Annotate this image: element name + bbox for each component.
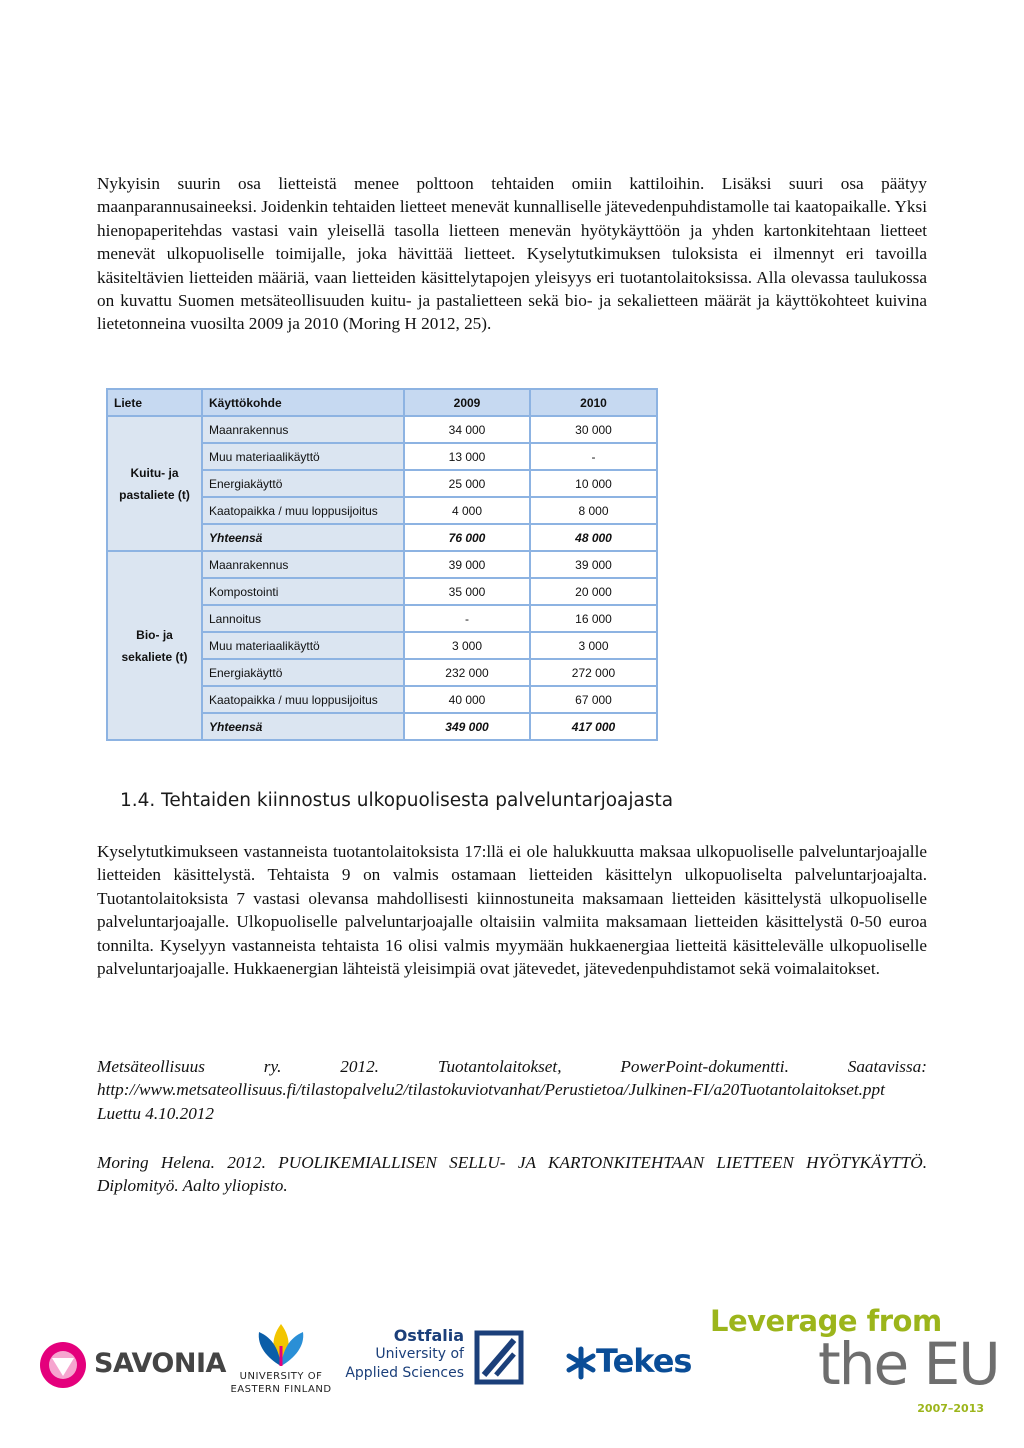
tekes-star-icon: [566, 1346, 596, 1380]
value-2009: 4 000: [404, 497, 530, 524]
use-cell: Muu materiaalikäyttö: [202, 632, 404, 659]
use-cell: Energiakäyttö: [202, 470, 404, 497]
value-2010: 39 000: [530, 551, 657, 578]
total-2010: 417 000: [530, 713, 657, 740]
uef-flower-icon: [251, 1318, 311, 1368]
leverage-text-line2: the EU: [818, 1330, 999, 1398]
use-cell: Kaatopaikka / muu loppusijoitus: [202, 686, 404, 713]
table-row: [107, 551, 657, 578]
header-liete: Liete: [107, 389, 202, 416]
value-2009: 25 000: [404, 470, 530, 497]
leverage-years: 2007–2013: [917, 1402, 984, 1415]
ostfalia-emblem-icon: [474, 1330, 524, 1385]
section-heading: 1.4. Tehtaiden kiinnostus ulkopuolisesta palveluntarjoajasta: [120, 790, 674, 811]
value-2010: 3 000: [530, 632, 657, 659]
value-2009: 34 000: [404, 416, 530, 443]
ostfalia-text-line2: University of: [375, 1346, 464, 1362]
value-2009: 39 000: [404, 551, 530, 578]
value-2010: 10 000: [530, 470, 657, 497]
use-cell: Kaatopaikka / muu loppusijoitus: [202, 497, 404, 524]
value-2009: 3 000: [404, 632, 530, 659]
use-cell: Kompostointi: [202, 578, 404, 605]
use-cell: Maanrakennus: [202, 416, 404, 443]
reference-metsateollisuus: Metsäteollisuus ry. 2012. Tuotantolaitokset, PowerPoint-dokumentti. Saatavissa: http://www.metsateollisuus.fi/tilastopalvelu2/tilastokuviotvanhat/Perustietoa/Julkinen-FI/a20Tuotantolaitokset.ppt Luettu 4.10.2012: [97, 1057, 927, 1123]
header-kayttokohde: Käyttökohde: [202, 389, 404, 416]
savonia-emblem-icon: [38, 1340, 88, 1390]
survey-paragraph: Kyselytutkimukseen vastanneista tuotantolaitoksista 17:llä ei ole halukkuutta maksaa ulkopuoliselle palveluntarjoajalle lietteiden käsittelystä. Tehtaista 9 on valmis ostamaan lietteiden käsittelyn ulkopuoliselta palveluntarjoajalta. Tuotantolaitoksista 7 vastasi olevansa mahdollisesti kiinnostuneita maksamaan lietteiden käsittelystä ulkopuoliselle palveluntarjoajalle. Ulkopuoliselle palveluntarjoajalle oltaisiin valmiita maksamaan lietteiden käsittelystä 0-50 euroa tonnilta. Kyselyyn vastanneista tehtaista 16 olisi valmis myymään hukkaenergiaa lietteitä käsittelevälle ulkopuoliselle palveluntarjoajalle. Hukkaenergian lähteistä yleisimpiä ovat jätevedet, jätevedenpuhdistamot sekä voimalaitokset.: [97, 842, 927, 979]
value-2009: 40 000: [404, 686, 530, 713]
use-cell: Muu materiaalikäyttö: [202, 443, 404, 470]
header-2009: 2009: [404, 389, 530, 416]
leverage-eu-logo: [708, 1304, 998, 1434]
intro-paragraph: Nykyisin suurin osa lietteistä menee polttoon tehtaiden omiin kattiloihin. Lisäksi suuri osa päätyy maanparannusaineeksi. Joidenkin tehtaiden lietteet menevät kunnalliselle jätevedenpuhdistamolle tai kaatopaikalle. Yksi hienopaperitehdas vastasi vain yleisellä tasolla lietteen menevän hyötykäyttöön ja yhden kartonkitehtaan lietteet menevät ulkopuoliselle toimijalle, joka hävittää lietteet. Kyselytutkimuksen tuloksista ei ilmennyt eri tavoilla käsiteltävien lietteiden määriä, vaan lietteiden käsittelytapojen yleisyys eri tuotantolaitoksissa. Alla olevassa taulukossa on kuvattu Suomen metsäteollisuuden kuitu- ja pastalietteen sekä bio- ja sekalietteen määrät ja käyttökohteet kuivina lietetonneina vuosilta 2009 ja 2010 (Moring H 2012, 25).: [97, 174, 927, 334]
use-cell: Energiakäyttö: [202, 659, 404, 686]
value-2009: 35 000: [404, 578, 530, 605]
leverage-text-line1: Leverage from: [710, 1304, 942, 1338]
value-2010: 30 000: [530, 416, 657, 443]
use-cell: Lannoitus: [202, 605, 404, 632]
use-cell: Maanrakennus: [202, 551, 404, 578]
value-2009: -: [404, 605, 530, 632]
value-2010: 20 000: [530, 578, 657, 605]
value-2010: 67 000: [530, 686, 657, 713]
group-label-bio: Bio- ja sekaliete (t): [107, 551, 202, 740]
uef-text-line1: UNIVERSITY OF: [239, 1371, 323, 1382]
value-2009: 232 000: [404, 659, 530, 686]
total-label: Yhteensä: [202, 524, 404, 551]
value-2010: 16 000: [530, 605, 657, 632]
footer-logos: [0, 1290, 1024, 1440]
uef-text-line2: EASTERN FINLAND: [230, 1384, 332, 1395]
tekes-wordmark: Tekes: [596, 1342, 692, 1380]
tekes-logo: [566, 1338, 706, 1388]
header-2010: 2010: [530, 389, 657, 416]
value-2010: -: [530, 443, 657, 470]
value-2009: 13 000: [404, 443, 530, 470]
value-2010: 8 000: [530, 497, 657, 524]
ostfalia-logo: [345, 1326, 532, 1396]
table-header-row: [107, 389, 657, 416]
savonia-wordmark: SAVONIA: [94, 1348, 226, 1379]
total-label: Yhteensä: [202, 713, 404, 740]
ostfalia-text-line3: Applied Sciences: [345, 1365, 464, 1381]
total-2009: 76 000: [404, 524, 530, 551]
total-2010: 48 000: [530, 524, 657, 551]
total-2009: 349 000: [404, 713, 530, 740]
table-row: [107, 416, 657, 443]
reference-moring: Moring Helena. 2012. PUOLIKEMIALLISEN SELLU- JA KARTONKITEHTAAN LIETTEEN HYÖTYKÄYTTÖ. Diplomityö. Aalto yliopisto.: [97, 1153, 927, 1196]
sludge-table: [106, 388, 656, 741]
uef-logo: [226, 1318, 336, 1398]
group-label-kuitu: Kuitu- ja pastaliete (t): [107, 416, 202, 551]
ostfalia-text-line1: Ostfalia: [393, 1326, 464, 1345]
savonia-logo: [38, 1338, 226, 1392]
value-2010: 272 000: [530, 659, 657, 686]
